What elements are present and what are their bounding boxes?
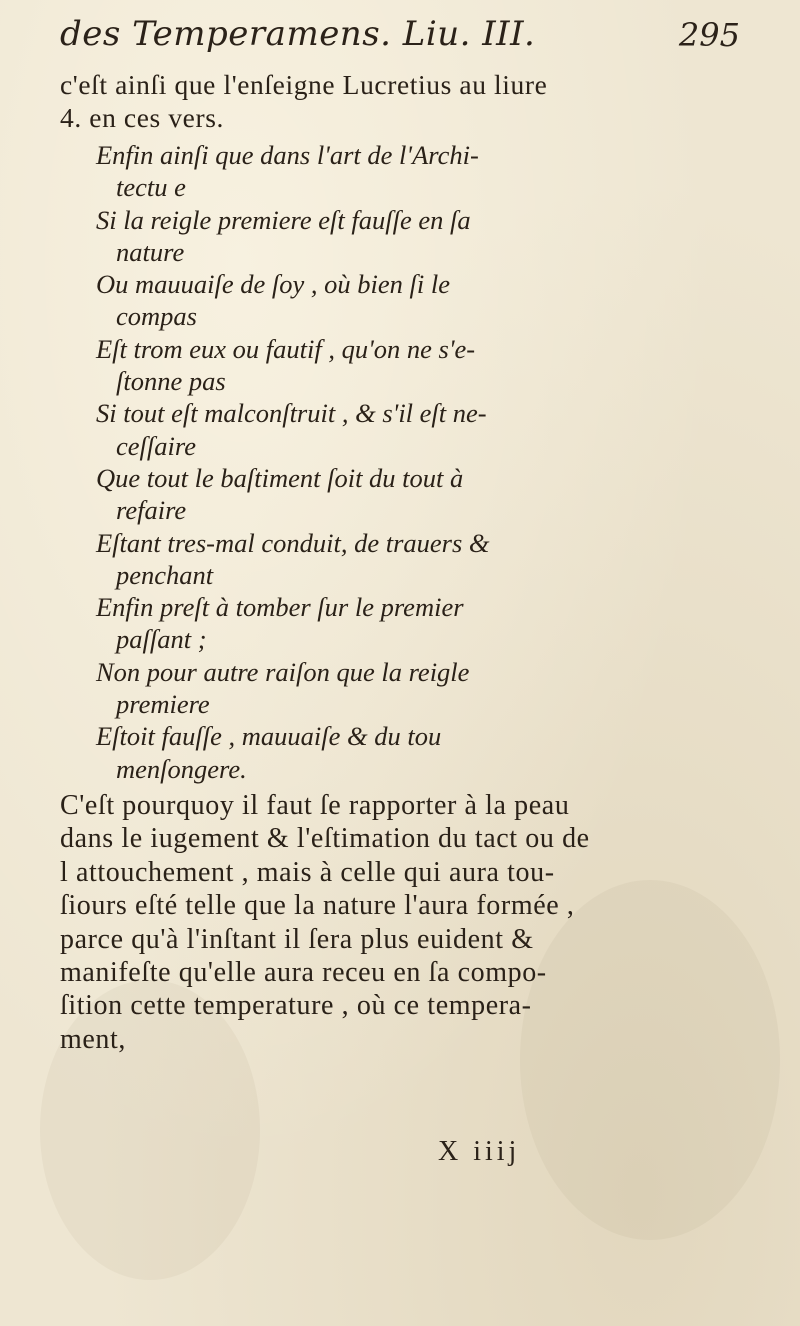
verse-line: Que tout le baſtiment ſoit du tout à	[96, 462, 464, 493]
verse	[96, 397, 696, 462]
verse-continuation: ceſſaire	[116, 430, 196, 461]
verse-continuation: ſtonne pas	[116, 366, 226, 397]
prose-paragraph	[60, 789, 745, 1056]
verse-continuation: menſongere.	[116, 753, 247, 784]
prose-line: parce qu'à l'inſtant il ſera plus euident &	[60, 923, 534, 955]
verse	[96, 720, 696, 785]
verse	[96, 591, 696, 656]
verse	[96, 204, 696, 269]
verse	[96, 139, 696, 204]
verse-line: Si tout eſt malconſtruit , & s'il eſt ne-	[96, 398, 487, 429]
prose-line: ment,	[60, 1023, 126, 1055]
signature-mark: X iiij	[438, 1136, 521, 1167]
verse	[96, 333, 696, 398]
running-title: des Temperamens. Liu. III.	[60, 14, 536, 54]
verse-line: Eſtant tres-mal conduit, de trauers &	[96, 527, 490, 558]
prose-line: C'eſt pourquoy il faut ſe rapporter à la peau	[60, 789, 570, 821]
verse-continuation: tectu e	[116, 172, 186, 203]
prose-line: ſiours eſté telle que la nature l'aura formée ,	[60, 890, 575, 922]
verse-continuation: premiere	[116, 689, 210, 720]
verse-line: Enfin preſt à tomber ſur le premier	[96, 592, 464, 623]
verse-line: Si la reigle premiere eſt fauſſe en ſa	[96, 204, 471, 235]
verse	[96, 527, 696, 592]
verse	[96, 462, 696, 527]
verse-continuation: compas	[116, 301, 197, 332]
prose-line: c'eſt ainſi que l'enſeigne Lucretius au liure	[60, 69, 548, 100]
prose-line: manifeſte qu'elle aura receu en ſa compo-	[60, 956, 547, 988]
page-number: 295	[678, 16, 740, 54]
page-text	[60, 68, 745, 1056]
prose-line: dans le iugement & l'eſtimation du tact ou de	[60, 823, 590, 855]
prose-line: 4. en ces vers.	[60, 102, 225, 133]
prose-line: ſition cette temperature , où ce tempera-	[60, 990, 532, 1022]
verse-line: Ou mauuaiſe de ſoy , où bien ſi le	[96, 269, 450, 300]
verse-continuation: refaire	[116, 495, 187, 526]
verse-quotation	[96, 139, 696, 785]
verse-line: Non pour autre raiſon que la reigle	[96, 656, 470, 687]
verse-line: Eſt trom eux ou fautif , qu'on ne s'e-	[96, 333, 476, 364]
verse-continuation: penchant	[116, 559, 214, 590]
verse-continuation: paſſant ;	[116, 624, 207, 655]
verse-continuation: nature	[116, 236, 185, 267]
page-header	[60, 14, 740, 64]
verse-line: Enfin ainſi que dans l'art de l'Archi-	[96, 140, 479, 170]
verse-line: Eſtoit fauſſe , mauuaiſe & du tou	[96, 721, 442, 752]
verse	[96, 656, 696, 721]
verse	[96, 268, 696, 333]
prose-line: l attouchement , mais à celle qui aura tou-	[60, 856, 555, 888]
